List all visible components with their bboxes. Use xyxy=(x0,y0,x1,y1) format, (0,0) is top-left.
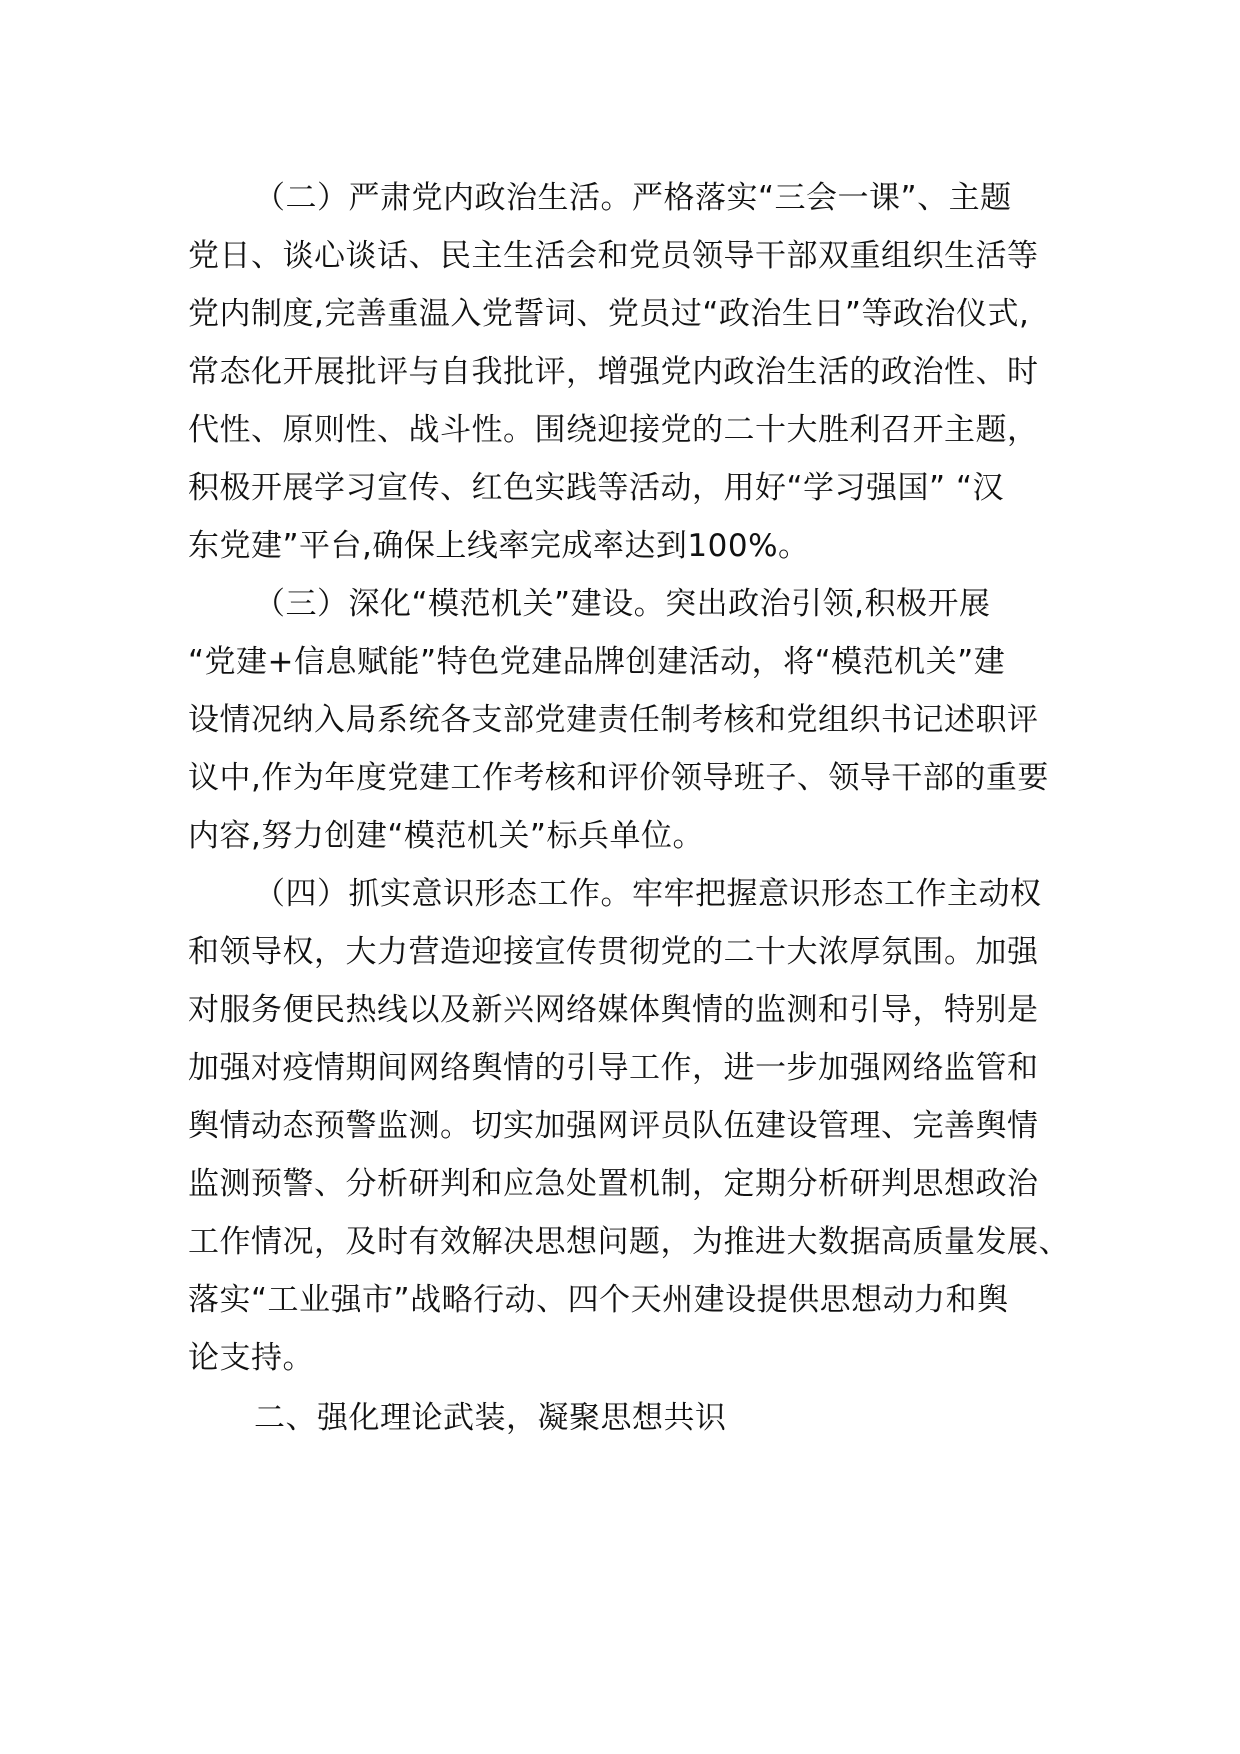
paragraph-2-line-6: 积极开展学习宣传、红色实践等活动，用好“学习强国” “汉 xyxy=(188,470,1005,506)
paragraph-3-line-2: “党建+信息赋能”特色党建品牌创建活动，将“模范机关”建 xyxy=(188,644,1006,680)
paragraph-3-line-4: 议中,作为年度党建工作考核和评价领导班子、领导干部的重要 xyxy=(188,760,1049,796)
paragraph-4-line-6: 监测预警、分析研判和应急处置机制，定期分析研判思想政治 xyxy=(188,1166,1039,1202)
paragraph-4-line-9: 论支持。 xyxy=(188,1340,314,1376)
paragraph-4-line-7: 工作情况，及时有效解决思想问题，为推进大数据高质量发展、 xyxy=(188,1224,1070,1260)
paragraph-4-line-5: 舆情动态预警监测。切实加强网评员队伍建设管理、完善舆情 xyxy=(188,1108,1039,1144)
paragraph-4-line-2: 和领导权，大力营造迎接宣传贯彻党的二十大浓厚氛围。加强 xyxy=(188,934,1039,970)
paragraph-2-line-4: 常态化开展批评与自我批评，增强党内政治生活的政治性、时 xyxy=(188,354,1039,390)
paragraph-2-line-5: 代性、原则性、战斗性。围绕迎接党的二十大胜利召开主题， xyxy=(188,412,1039,448)
paragraph-4-line-1: （四）抓实意识形态工作。牢牢把握意识形态工作主动权 xyxy=(254,876,1042,912)
paragraph-4-line-4: 加强对疫情期间网络舆情的引导工作，进一步加强网络监管和 xyxy=(188,1050,1039,1086)
paragraph-3-line-3: 设情况纳入局系统各支部党建责任制考核和党组织书记述职评 xyxy=(188,702,1039,738)
section-heading: 二、强化理论武装，凝聚思想共识 xyxy=(254,1400,727,1436)
paragraph-3-line-5: 内容,努力创建“模范机关”标兵单位。 xyxy=(188,818,704,854)
paragraph-4-line-8: 落实“工业强市”战略行动、四个天州建设提供思想动力和舆 xyxy=(188,1282,1009,1318)
paragraph-2-line-7: 东党建”平台,确保上线率完成率达到100%。 xyxy=(188,528,810,564)
paragraph-2-line-1: （二）严肃党内政治生活。严格落实“三会一课”、主题 xyxy=(254,180,1012,216)
paragraph-2-line-2: 党日、谈心谈话、民主生活会和党员领导干部双重组织生活等 xyxy=(188,238,1039,274)
paragraph-2-line-3: 党内制度,完善重温入党誓词、党员过“政治生日”等政治仪式, xyxy=(188,296,1030,332)
paragraph-3-line-1: （三）深化“模范机关”建设。突出政治引领,积极开展 xyxy=(254,586,991,622)
paragraph-4-line-3: 对服务便民热线以及新兴网络媒体舆情的监测和引导，特别是 xyxy=(188,992,1039,1028)
